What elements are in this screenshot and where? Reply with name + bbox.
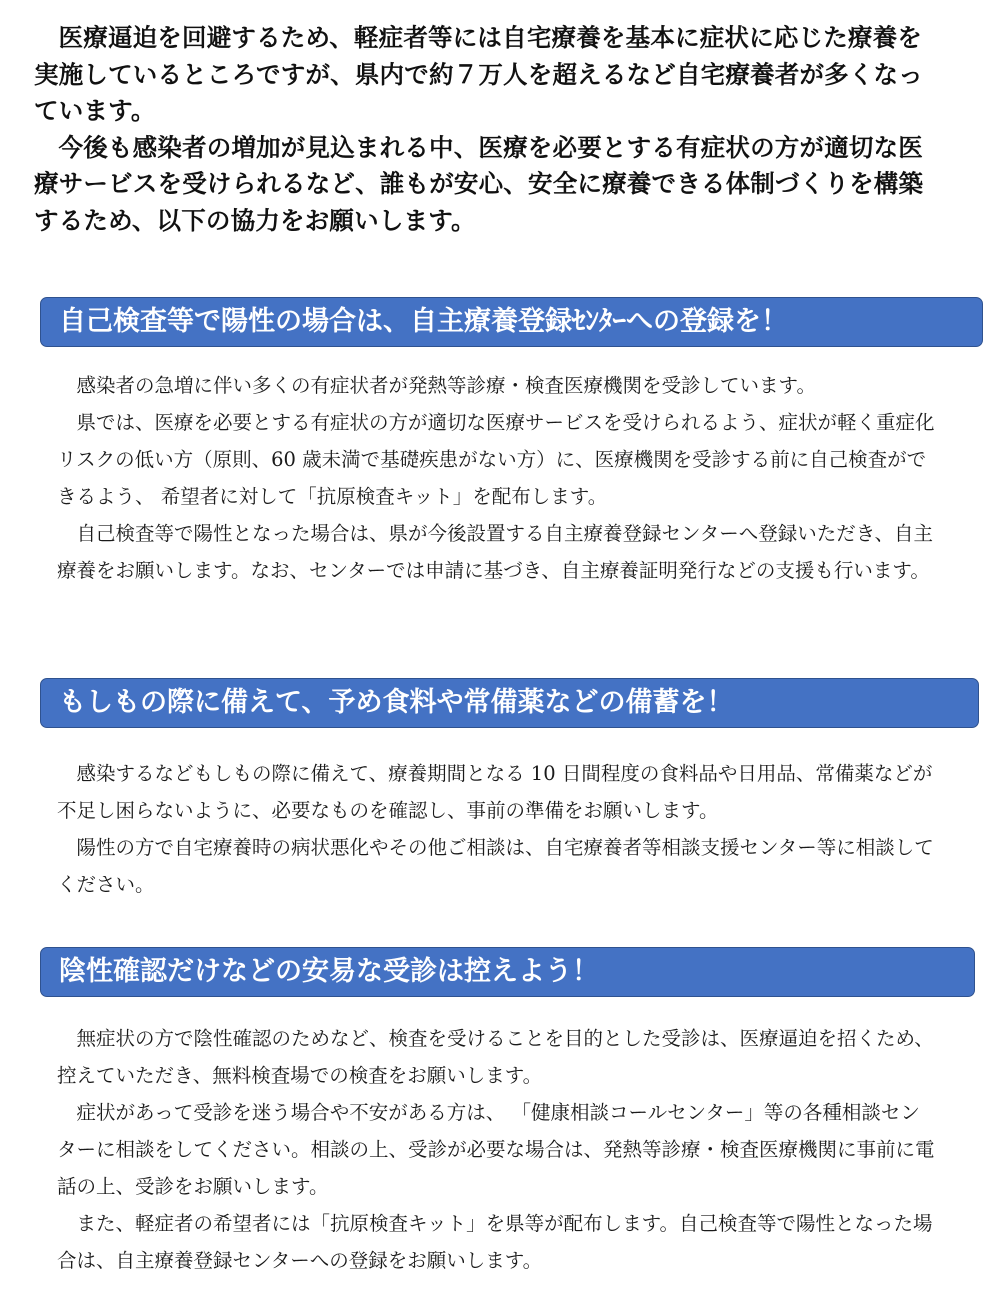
section-body-avoid-casual-visits [57, 1020, 937, 1279]
body-paragraph: 症状があって受診を迷う場合や不安がある方は、 「健康相談コールセンター」等の各種相談センターに相談をしてください。相談の上、受診が必要な場合は、発熱等診療・検査医療機関に事前に電話の上、受診をお願いします。 [57, 1101, 935, 1198]
section-body-self-test [57, 367, 937, 589]
body-paragraph: 自己検査等で陽性となった場合は、県が今後設置する自主療養登録センターへ登録いただき、自主療養をお願いします。なお、センターでは申請に基づき、自主療養証明発行などの支援も行います。 [57, 522, 933, 582]
body-paragraph: 感染者の急増に伴い多くの有症状者が発熱等診療・検査医療機関を受診しています。 [76, 374, 816, 397]
body-paragraph: 陽性の方で自宅療養時の病状悪化やその他ご相談は、自宅療養者等相談支援センター等に相談してください。 [57, 836, 934, 896]
body-paragraph: 感染するなどもしもの際に備えて、療養期間となる 10 日間程度の食料品や日用品、常備薬などが不足し困らないように、必要なものを確認し、事前の準備をお願いします。 [57, 762, 933, 822]
section-heading-stockpile: もしもの際に備えて、予め食料や常備薬などの備蓄を！ [40, 678, 979, 728]
section-heading-avoid-casual-visits: 陰性確認だけなどの安易な受診は控えよう！ [40, 947, 975, 997]
body-paragraph: 県では、医療を必要とする有症状の方が適切な医療サービスを受けられるよう、症状が軽く重症化リスクの低い方（原則、60 歳未満で基礎疾患がない方）に、医療機関を受診する前に自己検査ができるよう、 希望者に対して「抗原検査キット」を配布します。 [57, 411, 935, 508]
intro-text [34, 20, 944, 239]
intro-paragraph: 今後も感染者の増加が見込まれる中、医療を必要とする有症状の方が適切な医療サービスを受けられるなど、誰もが安心、安全に療養できる体制づくりを構築するため、以下の協力をお願いします。 [34, 132, 924, 235]
intro-paragraph: 医療逼迫を回避するため、軽症者等には自宅療養を基本に症状に応じた療養を実施しているところですが、県内で約７万人を超えるなど自宅療養者が多くなっています。 [34, 23, 923, 125]
body-paragraph: 無症状の方で陰性確認のためなど、検査を受けることを目的とした受診は、医療逼迫を招くため、控えていただき、無料検査場での検査をお願いします。 [57, 1027, 934, 1087]
body-paragraph: また、軽症者の希望者には「抗原検査キット」を県等が配布します。自己検査等で陽性となった場合は、自主療養登録センターへの登録をお願いします。 [57, 1212, 933, 1272]
section-body-stockpile [57, 755, 937, 903]
section-heading-self-test: 自己検査等で陽性の場合は、自主療養登録ｾﾝﾀｰへの登録を！ [40, 297, 983, 347]
